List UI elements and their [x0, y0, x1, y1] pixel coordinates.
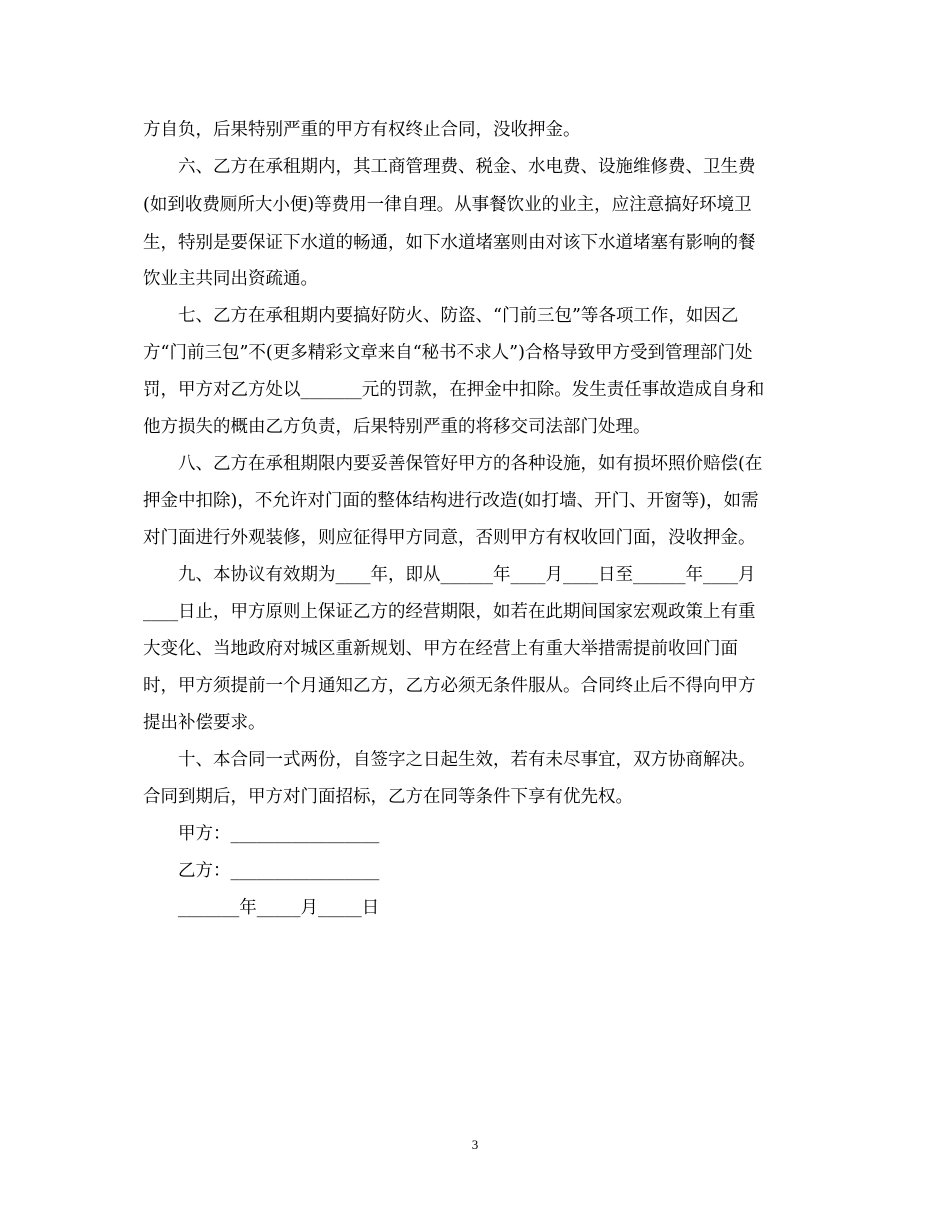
date-line: _______年_____月_____日	[178, 898, 380, 918]
party-b-signature-line: 乙方：_________________	[178, 861, 380, 881]
text-line: 合同到期后，甲方对门面招标，乙方在同等条件下享有优先权。	[143, 787, 633, 807]
clause-10-heading-line: 十、本合同一式两份，自签字之日起生效，若有未尽事宜，双方协商解决。	[178, 750, 756, 770]
text-line: 时，甲方须提前一个月通知乙方，乙方必须无条件服从。合同终止后不得向甲方	[143, 676, 756, 696]
clause-6-heading-line: 六、乙方在承租期内，其工商管理费、税金、水电费、设施维修费、卫生费	[178, 157, 756, 177]
text-line: 提出补偿要求。	[143, 713, 266, 733]
clause-9-heading-line: 九、本协议有效期为____年，即从______年____月____日至______年____月	[178, 565, 756, 585]
text-line: 方自负，后果特别严重的甲方有权终止合同，没收押金。	[143, 120, 581, 140]
text-line: ____日止，甲方原则上保证乙方的经营期限，如若在此期间国家宏观政策上有重	[143, 602, 756, 622]
text-line: 他方损失的概由乙方负责，后果特别严重的将移交司法部门处理。	[143, 417, 651, 437]
text-line: (如到收费厕所大小便)等费用一律自理。从事餐饮业的业主，应注意搞好环境卫	[143, 195, 752, 215]
clause-8-heading-line: 八、乙方在承租期限内要妥善保管好甲方的各种设施，如有损坏照价赔偿(在	[178, 454, 763, 474]
text-line: 大变化、当地政府对城区重新规划、甲方在经营上有重大举措需提前收回门面	[143, 639, 738, 659]
text-line: 对门面进行外观装修，则应征得甲方同意，否则甲方有权收回门面，没收押金。	[143, 528, 756, 548]
text-line: 饮业主共同出资疏通。	[143, 269, 318, 289]
text-line: 生，特别是要保证下水道的畅通，如下水道堵塞则由对该下水道堵塞有影响的餐	[143, 233, 756, 253]
text-line: 方“门前三包”不(更多精彩文章来自“秘书不求人”)合格导致甲方受到管理部门处	[143, 343, 753, 363]
party-a-signature-line: 甲方：_________________	[178, 824, 380, 844]
page-number: 3	[471, 1137, 479, 1152]
clause-7-heading-line: 七、乙方在承租期内要搞好防火、防盗、“门前三包”等各项工作，如因乙	[178, 306, 739, 326]
text-line: 押金中扣除)，不允许对门面的整体结构进行改造(如打墙、开门、开窗等)，如需	[143, 491, 759, 511]
text-line: 罚，甲方对乙方处以_______元的罚款，在押金中扣除。发生责任事故造成自身和	[143, 380, 765, 400]
